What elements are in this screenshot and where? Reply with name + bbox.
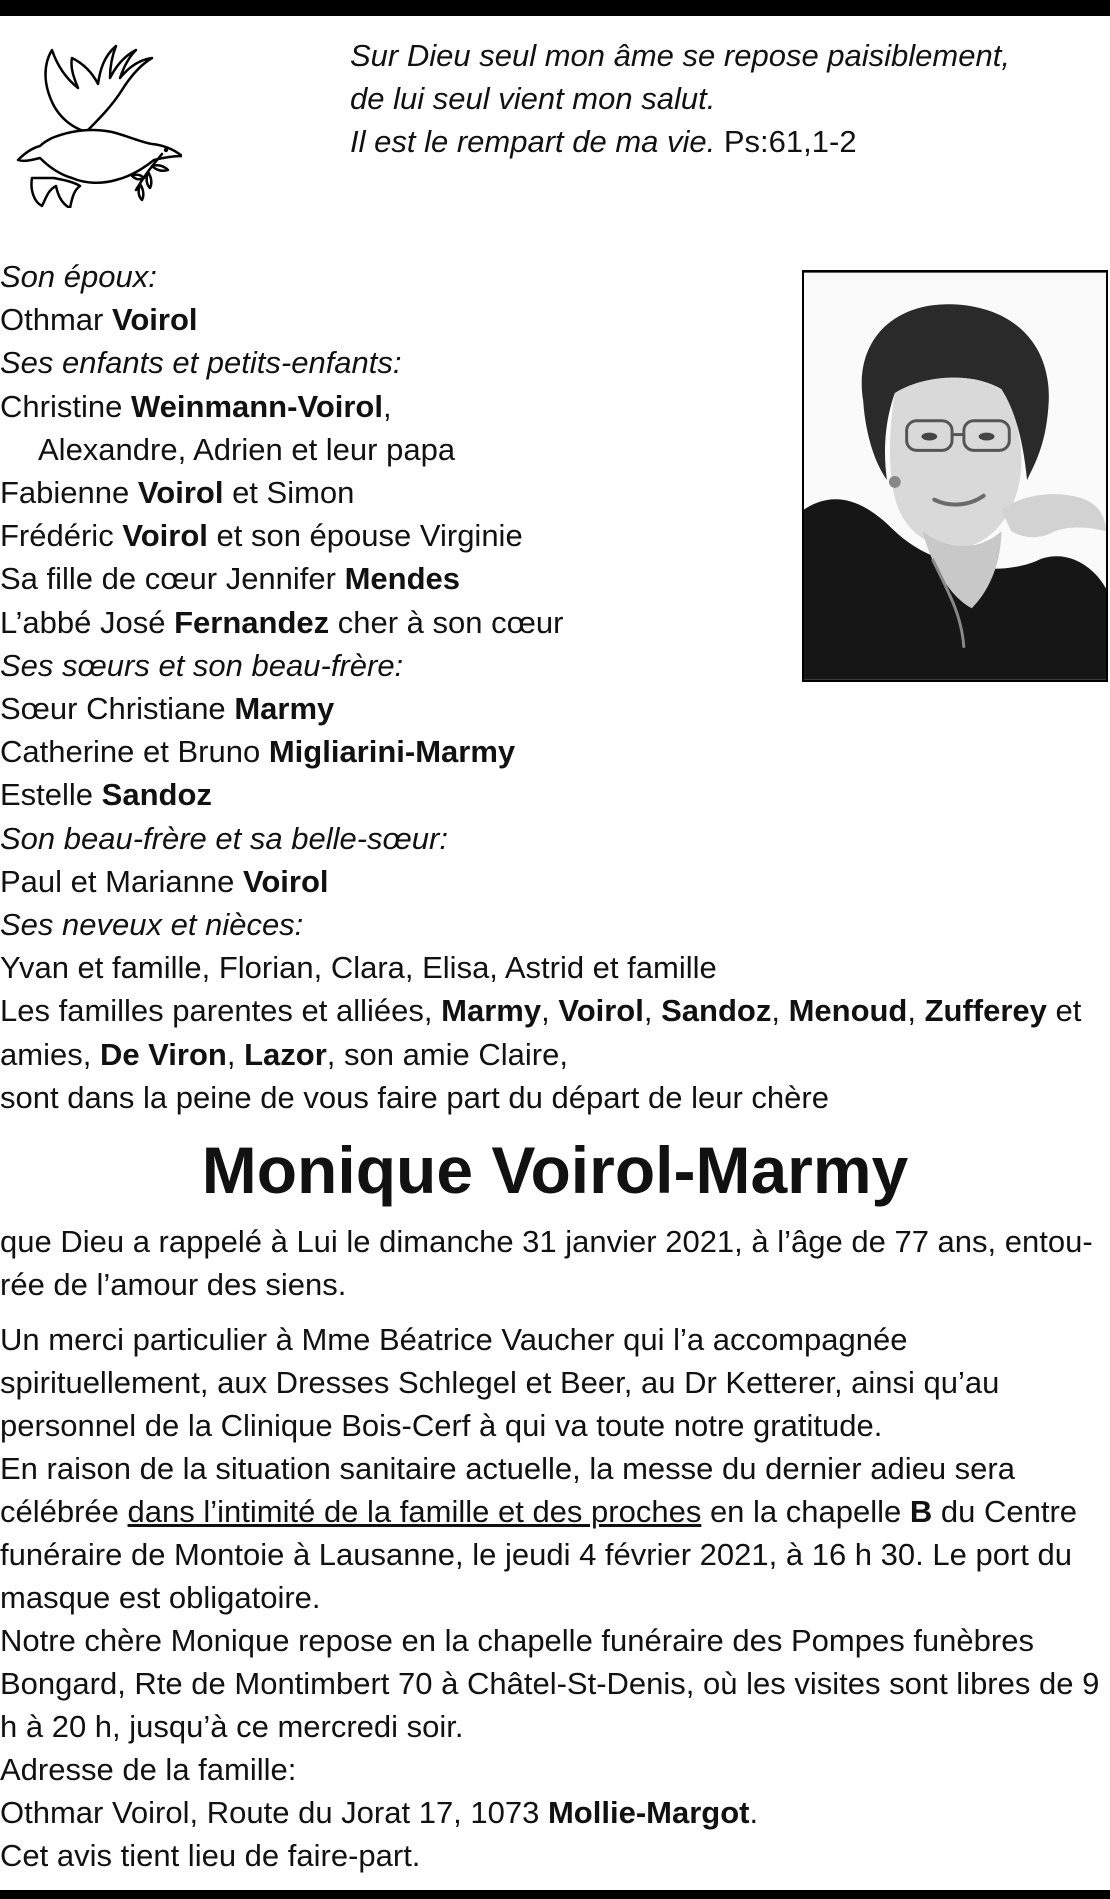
child-3-suffix: et son épouse Virginie bbox=[207, 518, 523, 554]
child-3-line bbox=[0, 514, 1110, 557]
inlaws-first: Paul et Marianne bbox=[0, 863, 235, 899]
sister-3-line bbox=[0, 773, 1110, 816]
spouse-first: Othmar bbox=[0, 302, 104, 338]
spouse-line bbox=[0, 298, 1110, 341]
funeral-text-c: du Centre funéraire de Montoie à Lausanne, le jeudi 4 février 2021, à 16 h 30. Le port du masque est obligatoire. bbox=[0, 1494, 1078, 1615]
address-heading: Adresse de la famille: bbox=[0, 1752, 297, 1787]
sister-1-line bbox=[0, 687, 1110, 730]
verse-line-3-text: Il est le rempart de ma vie. bbox=[350, 124, 716, 159]
child-1-first: Christine bbox=[0, 388, 123, 424]
friends-suffix: , son amie Claire, bbox=[326, 1036, 568, 1072]
child-1-suffix: , bbox=[382, 388, 392, 424]
thanks-paragraph: Un merci particulier à Mme Béatrice Vaucher qui l’a accompagnée spirituellement, aux Dresses Schlegel et Beer, au Dr Ketterer, ainsi qu’au personnel de la Clinique Bois-Cerf à qui va toute notre gratitude. bbox=[0, 1322, 1000, 1443]
inlaws-last: Voirol bbox=[243, 863, 329, 899]
funeral-paragraph bbox=[0, 1447, 1110, 1619]
bible-verse bbox=[350, 34, 1010, 163]
grandchildren-line: Alexandre, Adrien et leur papa bbox=[38, 431, 456, 467]
top-rule bbox=[0, 0, 1110, 16]
death-paragraph: que Dieu a rappelé à Lui le dimanche 31 janvier 2021, à l’âge de 77 ans, entou-rée de l’amour des siens. bbox=[0, 1224, 1093, 1302]
priest-line bbox=[0, 601, 1110, 644]
address-line bbox=[0, 1791, 1110, 1834]
announcement-line: sont dans la peine de vous faire part du départ de leur chère bbox=[0, 1079, 829, 1115]
child-2-first: Fabienne bbox=[0, 475, 130, 511]
closing-line: Cet avis tient lieu de faire-part. bbox=[0, 1838, 421, 1873]
nephews-heading: Ses neveux et nièces: bbox=[0, 907, 304, 943]
heart-daughter-prefix: Sa fille de cœur Jennifer bbox=[0, 561, 336, 597]
chapel-letter: B bbox=[909, 1494, 933, 1529]
sister-2-last: Migliarini-Marmy bbox=[268, 734, 516, 770]
child-2-suffix: et Simon bbox=[223, 475, 355, 511]
sisters-heading: Ses sœurs et son beau-frère: bbox=[0, 647, 404, 683]
funeral-underlined: dans l’intimité de la famille et des proches bbox=[127, 1494, 702, 1529]
relatives-prefix: Les familles parentes et alliées, bbox=[0, 993, 433, 1029]
nephews-line: Yvan et famille, Florian, Clara, Elisa, Astrid et famille bbox=[0, 950, 717, 986]
priest-last: Fernandez bbox=[174, 604, 330, 640]
spouse-last: Voirol bbox=[111, 302, 198, 338]
funeral-text-a: En raison de la situation sanitaire actuelle, la messe du dernier adieu sera célébrée bbox=[0, 1451, 1015, 1529]
sister-3-last: Sandoz bbox=[101, 777, 212, 813]
address-text: Othmar Voirol, Route du Jorat 17, 1073 bbox=[0, 1795, 548, 1830]
address-period: . bbox=[749, 1795, 759, 1830]
heart-daughter-line bbox=[0, 557, 1110, 600]
friends-prefix: amies, bbox=[0, 1036, 92, 1072]
relatives-line: Les familles parentes et alliées, Marmy, Voirol, Sandoz, Menoud, Zufferey et bbox=[0, 993, 1082, 1029]
sister-1-first: Sœur Christiane bbox=[0, 691, 226, 727]
priest-prefix: L’abbé José bbox=[0, 604, 166, 640]
priest-suffix: cher à son cœur bbox=[329, 604, 564, 640]
child-2-last: Voirol bbox=[137, 475, 224, 511]
bottom-rule bbox=[0, 1890, 1110, 1899]
verse-line-3 bbox=[350, 120, 1010, 163]
relatives-conjunction: et bbox=[1046, 993, 1082, 1029]
friend-family-2: Lazor bbox=[244, 1036, 327, 1072]
notice-body bbox=[0, 1220, 1110, 1877]
visitation-paragraph: Notre chère Monique repose en la chapelle funéraire des Pompes funèbres Bongard, Rte de Montimbert 70 à Châtel-St-Denis, où les visites sont libres de 9 h à 20 h, jusqu’à ce mercredi soir. bbox=[0, 1623, 1100, 1744]
friends-line: amies, De Viron, Lazor, son amie Claire, bbox=[0, 1036, 568, 1072]
relative-family-1: Marmy bbox=[441, 993, 542, 1029]
verse-reference: Ps:61,1-2 bbox=[723, 124, 857, 159]
child-3-first: Frédéric bbox=[0, 518, 114, 554]
verse-line-2: de lui seul vient mon salut. bbox=[350, 81, 716, 116]
heart-daughter-last: Mendes bbox=[344, 561, 461, 597]
child-2-line bbox=[0, 471, 1110, 514]
verse-line-1: Sur Dieu seul mon âme se repose paisiblement, bbox=[350, 38, 1010, 73]
deceased-name: Monique Voirol-Marmy bbox=[201, 1133, 909, 1207]
friend-family-1: De Viron bbox=[99, 1036, 227, 1072]
address-town: Mollie-Margot bbox=[547, 1795, 750, 1830]
inlaws-heading: Son beau-frère et sa belle-sœur: bbox=[0, 820, 448, 856]
relative-family-2: Voirol bbox=[558, 993, 644, 1029]
spouse-heading: Son époux: bbox=[0, 259, 157, 294]
child-3-last: Voirol bbox=[122, 518, 208, 554]
inlaws-line bbox=[0, 860, 1110, 903]
sister-2-line bbox=[0, 730, 1110, 773]
dove-with-olive-branch-icon bbox=[12, 28, 182, 208]
sister-2-first: Catherine et Bruno bbox=[0, 734, 261, 770]
sister-1-last: Marmy bbox=[234, 691, 335, 727]
children-heading: Ses enfants et petits-enfants: bbox=[0, 345, 402, 381]
sister-3-first: Estelle bbox=[0, 777, 94, 813]
relative-family-4: Menoud bbox=[788, 993, 908, 1029]
funeral-text-b: en la chapelle bbox=[701, 1494, 910, 1529]
relative-family-5: Zufferey bbox=[924, 993, 1047, 1029]
family-list bbox=[0, 255, 1110, 1119]
child-1-line bbox=[0, 385, 1110, 428]
child-1-last: Weinmann-Voirol bbox=[130, 388, 383, 424]
relative-family-3: Sandoz bbox=[661, 993, 772, 1029]
